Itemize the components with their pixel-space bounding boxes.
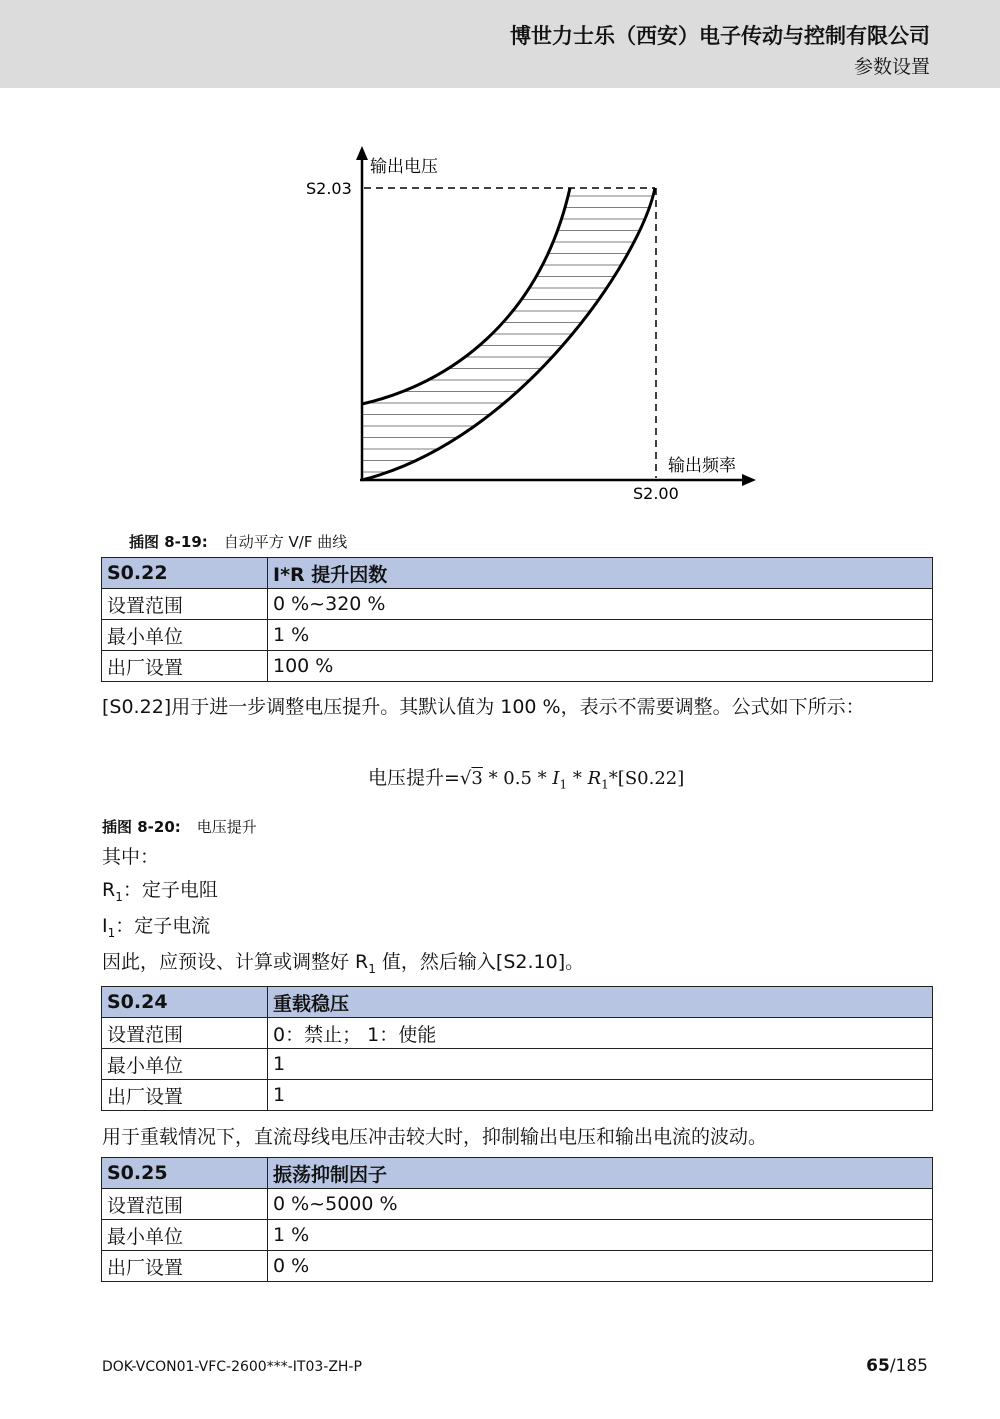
y-axis-label: 输出电压 [370, 157, 438, 177]
figure-caption-8-19 [129, 531, 347, 552]
x-axis-arrow [742, 474, 756, 486]
document-id: DOK-VCON01-VFC-2600***-IT03-ZH-P [102, 1359, 362, 1375]
paragraph-s022-desc: [S0.22]用于进一步调整电压提升。其默认值为 100 %，表示不需要调整。公式如下所示： [102, 696, 865, 718]
y-axis-arrow [356, 146, 368, 160]
param-code: S0.22 [102, 558, 268, 589]
y-tick-label: S2.03 [306, 179, 352, 198]
x-axis-label: 输出频率 [668, 456, 736, 476]
where-label: 其中： [102, 846, 160, 868]
row-value: 1 [268, 1049, 933, 1080]
page-number: 65/185 [866, 1356, 928, 1376]
row-value: 0 %~320 % [268, 589, 933, 620]
param-table-s024 [101, 986, 933, 1111]
row-key: 出厂设置 [102, 651, 268, 682]
param-title: I*R 提升因数 [268, 558, 933, 589]
x-tick-label: S2.00 [633, 484, 679, 503]
param-title: 重载稳压 [268, 987, 933, 1018]
paragraph-preset-r1: 因此，应预设、计算或调整好 $R_1$ 值，然后输入[S2.10]。 [102, 951, 585, 976]
voltage-boost-formula [368, 763, 684, 792]
row-key: 设置范围 [102, 1018, 268, 1049]
formula-label: 电压提升= [368, 767, 460, 789]
row-key: 出厂设置 [102, 1251, 268, 1282]
page-header [0, 0, 1000, 88]
i1-definition: $I_1$：定子电流 [102, 915, 211, 940]
company-name: 博世力士乐（西安）电子传动与控制有限公司 [510, 24, 930, 48]
param-code: S0.25 [102, 1158, 268, 1189]
figure-caption-8-20 [102, 816, 257, 837]
row-key: 最小单位 [102, 1049, 268, 1080]
row-value: 0 %~5000 % [268, 1189, 933, 1220]
r1-definition: $R_1$：定子电阻 [102, 879, 218, 904]
row-value: 100 % [268, 651, 933, 682]
param-code: S0.24 [102, 987, 268, 1018]
row-value: 0：禁止； 1：使能 [268, 1018, 933, 1049]
row-value: 1 % [268, 1220, 933, 1251]
vf-curve-chart [300, 140, 770, 510]
caption-text: 自动平方 V/F 曲线 [223, 533, 348, 551]
row-value: 1 % [268, 620, 933, 651]
row-key: 出厂设置 [102, 1080, 268, 1111]
hatch-lines [362, 196, 660, 472]
caption-label: 插图 8-20: [102, 818, 181, 836]
caption-text: 电压提升 [196, 818, 257, 836]
row-value: 0 % [268, 1251, 933, 1282]
row-key: 设置范围 [102, 1189, 268, 1220]
param-table-s022 [101, 557, 933, 682]
row-key: 最小单位 [102, 1220, 268, 1251]
param-title: 振荡抑制因子 [268, 1158, 933, 1189]
row-key: 设置范围 [102, 589, 268, 620]
section-title: 参数设置 [853, 56, 930, 78]
row-key: 最小单位 [102, 620, 268, 651]
formula-expression: $√3 * 0.5 * I_1 * R_1*[S0.22]$ [459, 768, 685, 792]
caption-label: 插图 8-19: [129, 533, 208, 551]
paragraph-s024-desc: 用于重载情况下，直流母线电压冲击较大时，抑制输出电压和输出电流的波动。 [102, 1126, 768, 1148]
param-table-s025 [101, 1157, 933, 1282]
row-value: 1 [268, 1080, 933, 1111]
